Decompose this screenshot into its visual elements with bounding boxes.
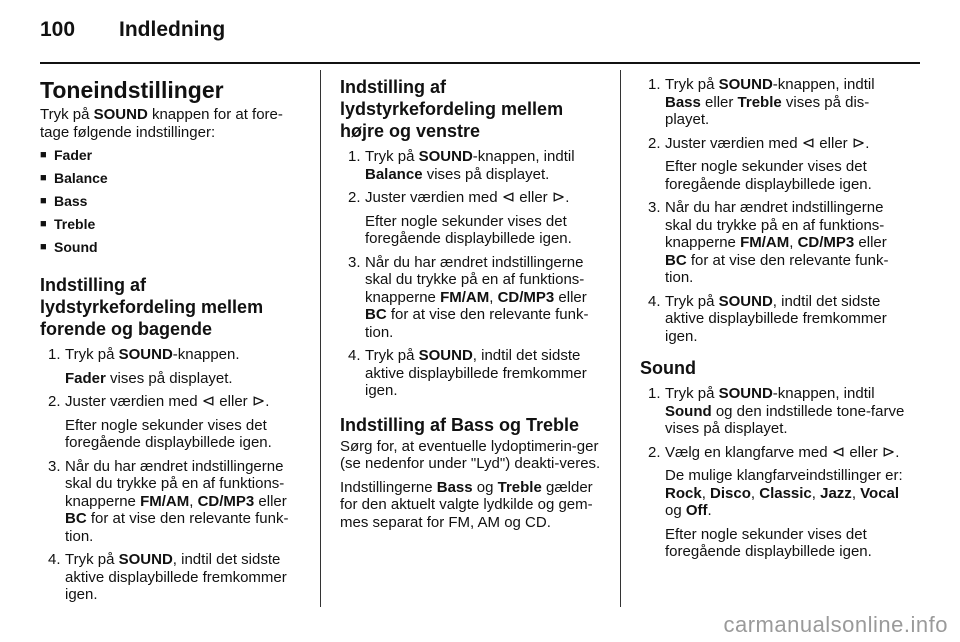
arrow-left-icon: ⊲ — [801, 134, 816, 152]
step-item: 1. Tryk på SOUND-knappen. Fader vises på displayet. — [40, 346, 306, 387]
arrow-left-icon: ⊲ — [201, 393, 216, 410]
arrow-right-icon: ⊳ — [551, 189, 566, 206]
step-item: 4. Tryk på SOUND, indtil det sidste aktive displaybillede fremkommer igen. — [48, 551, 287, 603]
step-item: 3. Når du har ændret indstillingerne skal du trykke på en af funktions-knapperne FM/AM, CD/MP3 eller BC for at vise den relevante funk-tion. — [348, 253, 589, 341]
step-item: 4. Tryk på SOUND, indtil det sidste aktive displaybillede fremkommer igen. — [648, 292, 887, 345]
page-number: 100 — [40, 18, 76, 41]
step-note: Fader vises på displayet. — [65, 369, 233, 387]
step-item: 3. Når du har ændret indstillingerne skal du trykke på en af funktions-knapperne FM/AM, CD/MP3 eller BC for at vise den relevante funk-tion. — [48, 457, 289, 545]
step-item: 2. Vælg en klangfarve med ⊲ eller ⊳. De mulige klangfarveindstillinger er: Rock, Disco, Classic, Jazz, Vocal og Off. Efter nogle sekunder vises det foregående displaybillede igen. — [640, 444, 906, 561]
intro-paragraph: Tryk på SOUND knappen for at fore-tage følgende indstillinger: — [40, 106, 283, 141]
arrow-right-icon: ⊳ — [251, 393, 266, 410]
settings-list — [40, 147, 306, 262]
step-note: Efter nogle sekunder vises det foregående displaybillede igen. — [665, 525, 872, 560]
list-item: ■ Bass — [40, 193, 306, 216]
step-item: 4. Tryk på SOUND, indtil det sidste aktive displaybillede fremkommer igen. — [348, 347, 587, 399]
subsection-title-balance: Indstilling af lydstyrkefordeling mellem højre og venstre — [340, 77, 564, 141]
arrow-right-icon: ⊳ — [851, 134, 866, 152]
sound-steps — [640, 385, 906, 561]
list-item: ■ Fader — [40, 147, 306, 170]
column-3 — [640, 76, 906, 573]
subsection-title-sound: Sound — [640, 358, 696, 378]
list-item: ■ Sound — [40, 239, 306, 262]
column-1 — [40, 76, 306, 616]
header-rule — [40, 62, 920, 64]
arrow-left-icon: ⊲ — [831, 443, 846, 461]
list-item: ■ Balance — [40, 170, 306, 193]
step-item: 1. Tryk på SOUND-knappen, indtil Sound og den indstillede tone-farve vises på displayet. — [648, 385, 905, 437]
step-note: Efter nogle sekunder vises det foregående displaybillede igen. — [665, 158, 872, 193]
step-item: 3. Når du har ændret indstillingerne skal du trykke på en af funktions-knapperne FM/AM, CD/MP3 eller BC for at vise den relevante funk-tion. — [648, 199, 889, 286]
arrow-left-icon: ⊲ — [501, 189, 516, 206]
chapter-title: Indledning — [119, 18, 226, 41]
step-note: De mulige klangfarveindstillinger er: Rock, Disco, Classic, Jazz, Vocal og Off. — [665, 467, 903, 519]
step-note: Efter nogle sekunder vises det foregående displaybillede igen. — [65, 416, 272, 451]
balance-steps — [340, 148, 606, 400]
column-divider-right — [620, 70, 621, 607]
step-item: 1. Tryk på SOUND-knappen, indtil Bass eller Treble vises på dis-playet. — [648, 76, 875, 128]
subsection-title-fader: Indstilling af lydstyrkefordeling mellem forende og bagende — [40, 275, 264, 339]
column-2 — [340, 76, 606, 537]
watermark-text: carmanualsonline.info — [723, 612, 948, 637]
bass-paragraph-1: Sørg for, at eventuelle lydoptimerin-ger (se nedenfor under "Lyd") deakti-veres. — [340, 437, 601, 472]
arrow-right-icon: ⊳ — [881, 443, 896, 461]
list-item: ■ Treble — [40, 216, 306, 239]
step-item: 2. Juster værdien med ⊲ eller ⊳. Efter nogle sekunder vises det foregående displaybillede igen. — [640, 135, 906, 194]
section-title: Toneindstillinger — [40, 77, 224, 103]
step-item: 2. Juster værdien med ⊲ eller ⊳. Efter nogle sekunder vises det foregående displaybillede igen. — [40, 393, 306, 452]
step-item: 2. Juster værdien med ⊲ eller ⊳. Efter nogle sekunder vises det foregående displaybillede igen. — [340, 189, 606, 248]
bass-paragraph-2: Indstillingerne Bass og Treble gælder for den aktuelt valgte lydkilde og gem-mes separat for FM, AM og CD. — [340, 478, 593, 531]
bass-treble-steps — [640, 76, 906, 345]
subsection-title-bass-treble: Indstilling af Bass og Treble — [340, 414, 580, 435]
column-divider-left — [320, 70, 321, 607]
step-item: 1. Tryk på SOUND-knappen, indtil Balance vises på displayet. — [348, 148, 575, 183]
fader-steps — [40, 346, 306, 604]
step-note: Efter nogle sekunder vises det foregående displaybillede igen. — [365, 212, 572, 247]
